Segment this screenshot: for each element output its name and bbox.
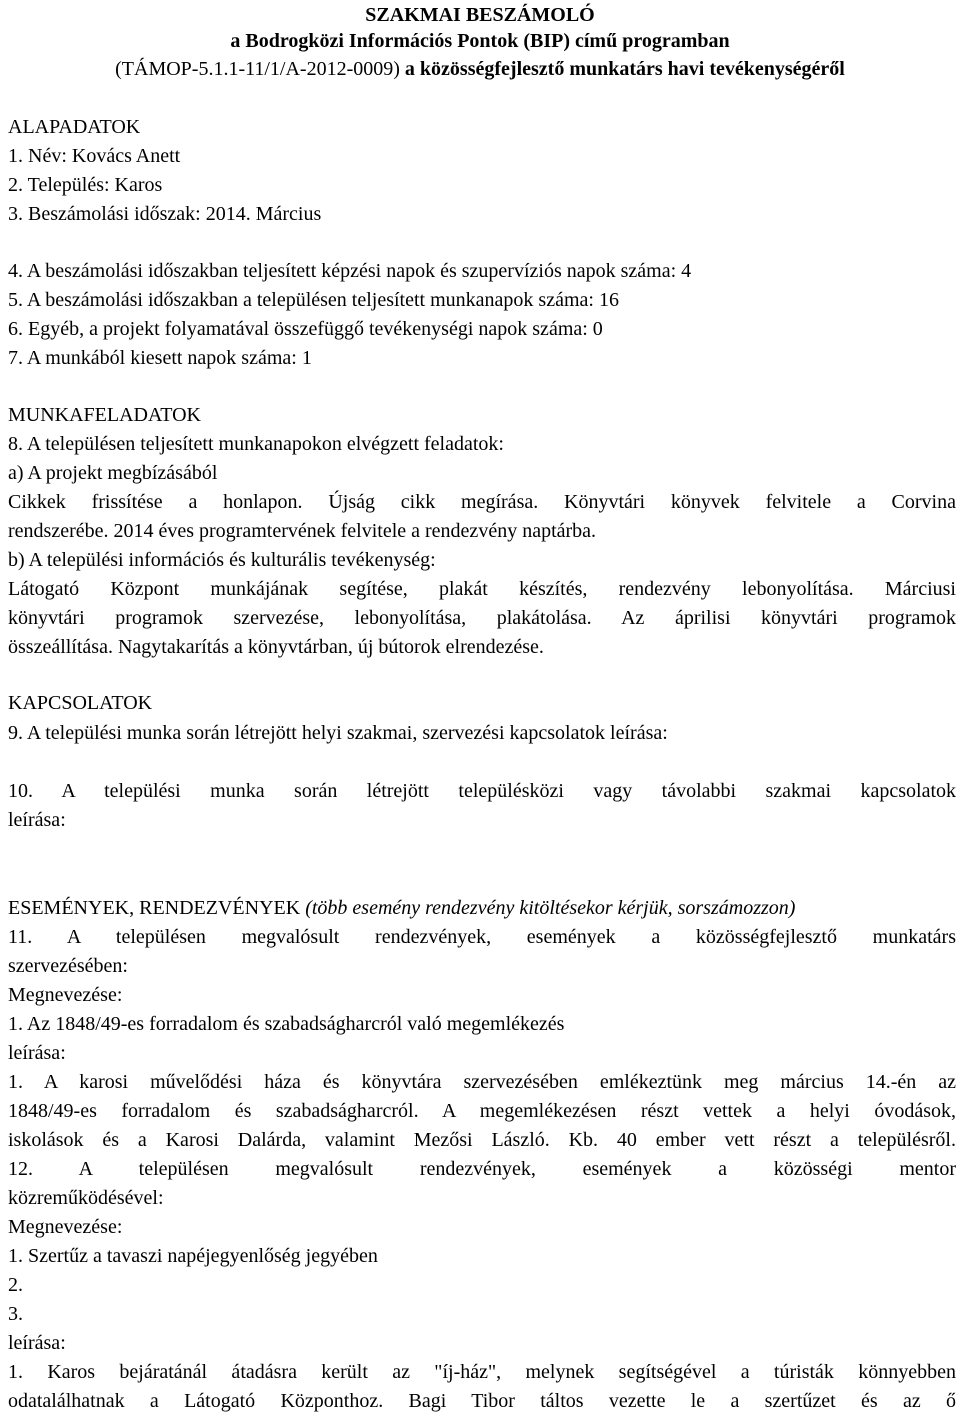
label-megnevezese: Megnevezése: [8,984,123,1006]
item-10-line: leírása: [8,809,66,831]
subitem-b-label: b) A települési információs és kulturális tevékenység: [8,549,436,571]
event-name: 3. [8,1303,23,1325]
subitem-a-text-line: Cikkek frissítése a honlapon. Újság cikk megírása. Könyvtári könyvek felvitele a Corvina [8,491,956,513]
subitem-a-label: a) A projekt megbízásából [8,462,218,484]
item-7: 7. A munkából kiesett napok száma: 1 [8,347,312,369]
field-period: 3. Beszámolási időszak: 2014. Március [8,203,322,225]
section-heading-munkafeladatok: MUNKAFELADATOK [8,404,201,426]
event-description-line: odatalálhatnak a Látogató Központhoz. Bagi Tibor táltos vezette le a szertűzet és az ő [8,1390,956,1412]
event-description-line: 1848/49-es forradalom és szabadságharcról. A megemlékezésen részt vettek a helyi óvodások, [8,1100,956,1122]
document-title: SZAKMAI BESZÁMOLÓ [365,4,595,26]
item-10-line: 10. A települési munka során létrejött településközi vagy távolabbi szakmai kapcsolatok [8,780,956,802]
section-heading-note: (több esemény rendezvény kitöltésekor kérjük, sorszámozzon) [300,897,796,919]
event-name: 1. Szertűz a tavaszi napéjegyenlőség jegyében [8,1245,378,1267]
item-9: 9. A települési munka során létrejött helyi szakmai, szervezési kapcsolatok leírása: [8,722,668,744]
section-heading-alapadatok: ALAPADATOK [8,116,141,138]
item-12-line: 12. A településen megvalósult rendezvények, események a közösségi mentor [8,1158,956,1180]
item-5: 5. A beszámolási időszakban a településen teljesített munkanapok száma: 16 [8,289,619,311]
label-leirasa: leírása: [8,1042,66,1064]
label-leirasa: leírása: [8,1332,66,1354]
event-description-line: iskolások és a Karosi Dalárda, valamint Mezősi László. Kb. 40 ember vett részt a településről. [8,1129,956,1151]
subitem-a-text-line: rendszerébe. 2014 éves programtervének felvitele a rendezvény naptárba. [8,520,597,542]
section-heading-esemenyek: ESEMÉNYEK, RENDEZVÉNYEK (több esemény rendezvény kitöltésekor kérjük, sorszámozzon) [8,897,796,919]
item-8: 8. A településen teljesített munkanapokon elvégzett feladatok: [8,433,504,455]
field-settlement: 2. Település: Karos [8,174,163,196]
event-description-line: 1. A karosi művelődési háza és könyvtára szervezésében emlékeztünk meg március 14.-én az [8,1071,956,1093]
subitem-b-text-line: könyvtári programok szervezése, lebonyolítása, plakátolása. Az áprilisi könyvtári programok [8,607,956,629]
field-name: 1. Név: Kovács Anett [8,145,181,167]
label-megnevezese: Megnevezése: [8,1216,123,1238]
program-code-line: (TÁMOP-5.1.1-11/1/A-2012-0009) a közösségfejlesztő munkatárs havi tevékenységéről [115,58,845,80]
program-title: a Bodrogközi Információs Pontok (BIP) című programban [230,30,730,52]
event-description-line: 1. Karos bejáratánál átadásra került az "íj-ház", melynek segítségével a túristák könnyebben [8,1361,956,1383]
event-name: 1. Az 1848/49-es forradalom és szabadságharcról való megemlékezés [8,1013,565,1035]
item-12-line: közreműködésével: [8,1187,164,1209]
item-11-line: 11. A településen megvalósult rendezvények, események a közösségfejlesztő munkatárs [8,926,956,948]
subitem-b-text-line: Látogató Központ munkájának segítése, plakát készítés, rendezvény lebonyolítása. Márciusi [8,578,956,600]
item-6: 6. Egyéb, a projekt folyamatával összefüggő tevékenységi napok száma: 0 [8,318,603,340]
section-heading-kapcsolatok: KAPCSOLATOK [8,692,153,714]
subitem-b-text-line: összeállítása. Nagytakarítás a könyvtárban, új bútorok elrendezése. [8,636,544,658]
item-11-line: szervezésében: [8,955,128,977]
event-name: 2. [8,1274,23,1296]
item-4: 4. A beszámolási időszakban teljesített képzési napok és szupervíziós napok száma: 4 [8,260,692,282]
